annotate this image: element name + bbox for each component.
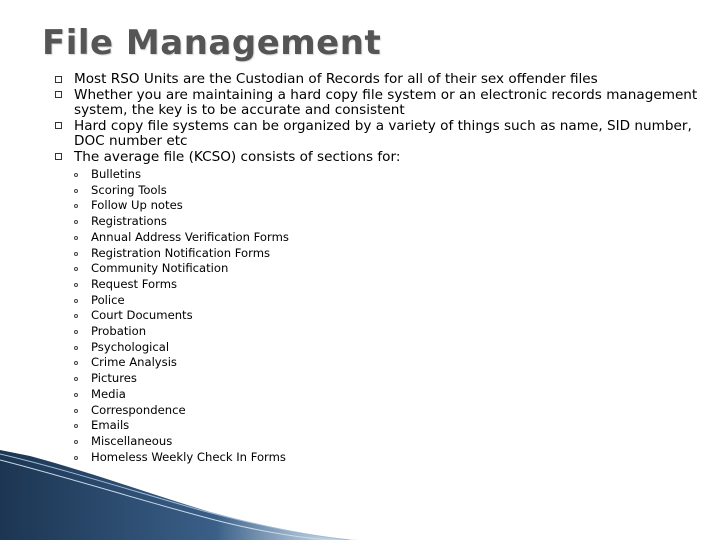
section-text: Psychological (91, 339, 170, 354)
circle-bullet-icon (74, 377, 78, 381)
circle-bullet-icon (74, 424, 78, 428)
section-text: Registration Notification Forms (91, 245, 271, 260)
square-bullet-icon (55, 122, 62, 129)
section-item (74, 387, 702, 403)
section-item (74, 418, 702, 434)
section-text: Bulletins (91, 167, 142, 181)
section-text: Request Forms (91, 276, 178, 291)
section-text: Miscellaneous (91, 433, 173, 448)
section-item (74, 371, 702, 387)
circle-bullet-icon (74, 346, 78, 350)
circle-bullet-icon (74, 236, 78, 240)
circle-bullet-icon (74, 361, 78, 365)
section-text: Annual Address Verification Forms (91, 229, 289, 244)
section-item (74, 230, 702, 246)
section-item (74, 308, 702, 324)
bullet-item (52, 150, 702, 466)
square-bullet-icon (55, 153, 62, 160)
bullet-text: Hard copy file systems can be organized by a variety of things such as name, SID number, DOC number etc (74, 117, 692, 149)
section-item (74, 324, 702, 340)
section-item (74, 214, 702, 230)
bullet-text: Most RSO Units are the Custodian of Records for all of their sex offender files (74, 71, 598, 87)
circle-bullet-icon (74, 283, 78, 287)
section-item (74, 183, 702, 199)
decorative-swoosh (0, 450, 720, 540)
section-text: Crime Analysis (91, 355, 177, 370)
bullet-text: The average file (KCSO) consists of sections for: (74, 148, 401, 165)
section-text: Registrations (91, 214, 167, 229)
bullet-item (52, 88, 702, 119)
square-bullet-icon (55, 76, 62, 83)
circle-bullet-icon (74, 440, 78, 444)
section-item (74, 277, 702, 293)
circle-bullet-icon (74, 393, 78, 397)
section-item (74, 355, 702, 371)
circle-bullet-icon (74, 409, 78, 413)
section-text: Scoring Tools (91, 182, 167, 197)
section-text: Emails (91, 418, 130, 433)
bullet-list (52, 72, 702, 465)
circle-bullet-icon (74, 189, 78, 193)
bullet-item (52, 72, 702, 88)
section-item (74, 403, 702, 419)
section-text: Follow Up notes (91, 198, 183, 213)
section-list (74, 167, 702, 465)
slide-title: File Management (42, 23, 382, 63)
section-item (74, 340, 702, 356)
circle-bullet-icon (74, 173, 78, 177)
circle-bullet-icon (74, 314, 78, 318)
square-bullet-icon (55, 91, 62, 98)
circle-bullet-icon (74, 299, 78, 303)
bullet-item (52, 119, 702, 150)
section-text: Homeless Weekly Check In Forms (91, 449, 286, 464)
section-text: Probation (91, 324, 147, 339)
bullet-text: Whether you are maintaining a hard copy file system or an electronic records management system, the key is to be accurate and consistent (74, 86, 698, 118)
swoosh-main (0, 450, 360, 540)
section-text: Media (91, 386, 126, 401)
section-item (74, 198, 702, 214)
section-item (74, 167, 702, 183)
section-text: Community Notification (91, 261, 229, 276)
circle-bullet-icon (74, 252, 78, 256)
section-text: Court Documents (91, 308, 193, 323)
section-item (74, 293, 702, 309)
circle-bullet-icon (74, 267, 78, 271)
section-item (74, 261, 702, 277)
section-item (74, 434, 702, 450)
circle-bullet-icon (74, 204, 78, 208)
section-text: Pictures (91, 371, 137, 386)
section-item (74, 246, 702, 262)
section-text: Police (91, 292, 125, 307)
section-text: Correspondence (91, 402, 186, 417)
circle-bullet-icon (74, 220, 78, 224)
circle-bullet-icon (74, 330, 78, 334)
